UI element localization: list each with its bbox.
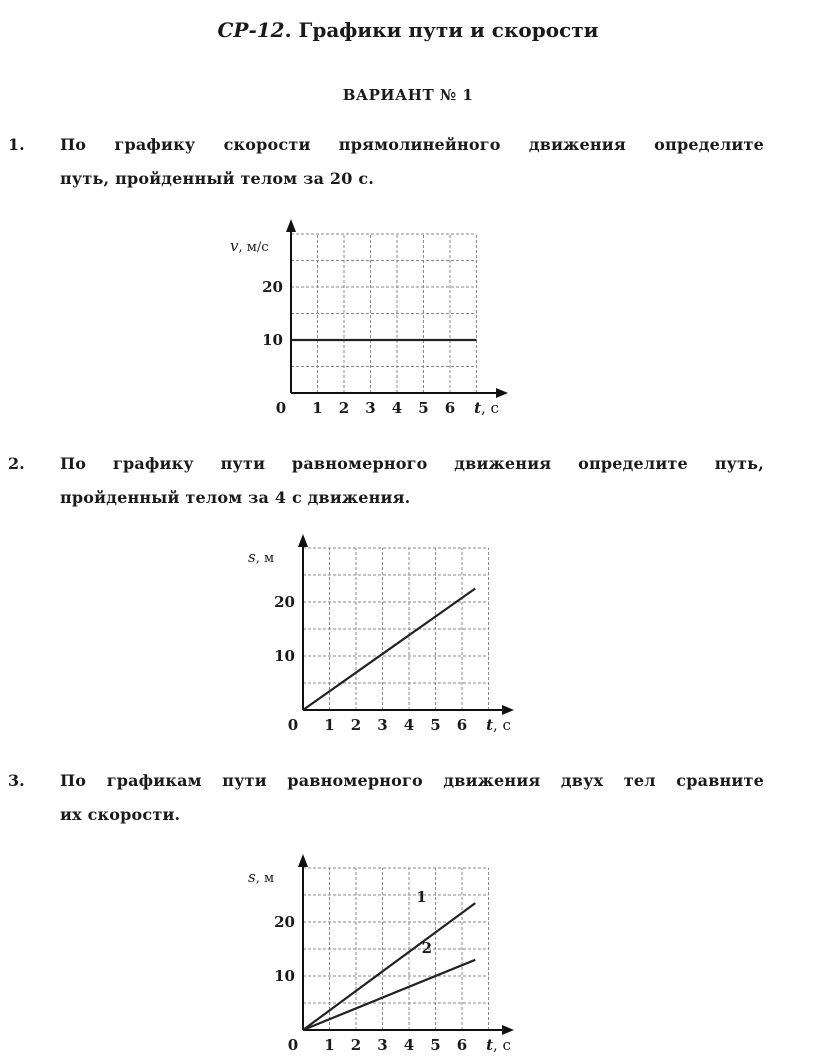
x-tick-label: 6: [456, 1036, 468, 1054]
series-label-1: 1: [416, 887, 427, 906]
x-tick-label: 0: [275, 399, 287, 417]
grid: [303, 868, 489, 1030]
x-tick-label: 0: [287, 1036, 299, 1054]
y-axis-arrow: [298, 854, 308, 867]
x-axis-arrow: [502, 705, 514, 715]
x-axis-label: t, с: [474, 399, 499, 417]
x-tick-label: 2: [350, 1036, 362, 1054]
x-tick-label: 6: [456, 716, 468, 734]
grid: [303, 548, 489, 710]
chart-1-velocity-graph: [218, 215, 518, 420]
x-tick-label: 3: [365, 399, 376, 417]
y-axis-label: s, м: [248, 548, 275, 566]
y-tick-label: 20: [274, 913, 295, 931]
x-tick-label: 2: [338, 399, 350, 417]
x-axis-arrow: [502, 1025, 514, 1035]
x-axis-label: t, с: [486, 716, 511, 734]
task-1-line-2: путь, пройденный телом за 20 с.: [60, 169, 375, 188]
y-axis-label: v, м/с: [230, 237, 269, 255]
x-tick-label: 5: [418, 399, 429, 417]
x-tick-label: 2: [350, 716, 362, 734]
task-3-number: 3.: [8, 771, 25, 790]
y-tick-label: 20: [262, 278, 283, 296]
y-axis-label: s, м: [248, 868, 275, 886]
x-tick-label: 3: [377, 716, 388, 734]
x-tick-label: 3: [377, 1036, 388, 1054]
x-tick-label: 5: [430, 1036, 441, 1054]
y-axis-arrow: [286, 219, 296, 232]
task-1-text: [60, 128, 764, 196]
x-tick-label: 4: [391, 399, 403, 417]
y-tick-label: 10: [274, 967, 295, 985]
x-tick-label: 6: [444, 399, 456, 417]
x-tick-label: 0: [287, 716, 299, 734]
x-tick-label: 4: [403, 716, 415, 734]
y-tick-label: 20: [274, 593, 295, 611]
title-code: СР-12: [217, 18, 285, 42]
x-axis-arrow: [496, 388, 508, 398]
x-axis-label: t, с: [486, 1036, 511, 1054]
x-tick-label: 1: [312, 399, 323, 417]
task-3-line-1: По графикам пути равномерного движения двух тел сравните: [60, 771, 764, 790]
task-2-text: [60, 447, 764, 515]
y-tick-label: 10: [262, 331, 283, 349]
task-1-line-1: По графику скорости прямолинейного движения определите: [60, 135, 764, 154]
task-3-line-2: их скорости.: [60, 805, 181, 824]
x-tick-label: 1: [324, 1036, 335, 1054]
x-tick-label: 4: [403, 1036, 415, 1054]
task-1-number: 1.: [8, 135, 25, 154]
task-2-line-2: пройденный телом за 4 с движения.: [60, 488, 411, 507]
variant-heading: ВАРИАНТ № 1: [342, 86, 474, 104]
x-tick-label: 1: [324, 716, 335, 734]
task-3-text: [60, 764, 764, 832]
series-label-2: 2: [421, 939, 433, 958]
x-tick-label: 5: [430, 716, 441, 734]
series-line-2: [303, 960, 475, 1030]
chart-2-distance-graph: [236, 532, 526, 742]
task-2-line-1: По графику пути равномерного движения определите путь,: [60, 454, 764, 473]
y-tick-label: 10: [274, 647, 295, 665]
y-axis-arrow: [298, 534, 308, 547]
task-2-number: 2.: [8, 454, 25, 473]
page-title: [0, 18, 816, 42]
title-text: . Графики пути и скорости: [284, 18, 599, 42]
chart-3-two-bodies-graph: [236, 852, 526, 1057]
grid: [291, 234, 477, 393]
series-line-s: [303, 589, 475, 711]
